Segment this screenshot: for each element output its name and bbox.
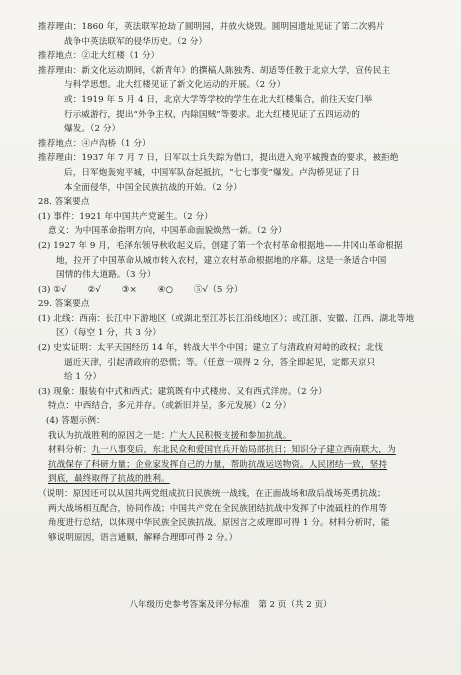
page-footer: 八年级历史参考答案及评分标准 第 2 页（共 2 页） bbox=[129, 600, 332, 610]
note-line: 角度进行总结，以体现中华民族全民族抗战。原因言之成理即可得 1 分。材料分析时，能 bbox=[48, 518, 390, 529]
example-answer-line bbox=[38, 429, 433, 444]
text-line: 给 1 分） bbox=[64, 372, 102, 383]
text-line: 后，日军炮轰宛平城，中国军队奋起抵抗，“七七事变”爆发。卢沟桥见证了日 bbox=[64, 167, 360, 178]
text-line: (1) 事件：1921 年中国共产党诞生。（2 分） bbox=[38, 211, 213, 222]
material-text-line: 抗战保存了科研力量；企业家发挥自己的力量，帮助抗战运送物资。人民团结一致，坚持 bbox=[48, 459, 388, 470]
example-lead: 我认为抗战胜利的原因之一是： bbox=[48, 430, 170, 441]
material-text-line: 到底，最终取得了抗战的胜利。 bbox=[48, 474, 170, 485]
text-line: 推荐理由：1860 年，英法联军抢劫了圆明园，并放火烧毁。圆明园遗址见证了第二次鸦片 bbox=[38, 22, 385, 32]
text-line: (3) 现象：服装有中式和西式；建筑既有中式楼房、又有西式洋房。（2 分） bbox=[38, 386, 327, 397]
text-line: (4) 答题示例： bbox=[46, 416, 105, 427]
text-line: 本全面侵华，中国全民族抗战的开始。（2 分） bbox=[64, 182, 242, 193]
note-line: （说明：原因还可以从国共两党组成抗日民族统一战线，在正面战场和敌后战场英勇抗战； bbox=[38, 489, 386, 499]
text-line: (2) 1927 年 9 月，毛泽东领导秋收起义后，创建了第一个农村革命根据地——井冈山革命根据 bbox=[38, 240, 403, 251]
material-text: 九一八事变后，东北民众和爱国官兵开始局部抗日；知识分子建立西南联大，为 bbox=[91, 445, 396, 456]
text-line: 特点：中西结合，多元并存。（或新旧并呈，多元发展）（2 分） bbox=[48, 401, 292, 412]
question-heading: 28. 答案要点 bbox=[38, 197, 90, 208]
text-line: 推荐地点：④卢沟桥（1 分） bbox=[38, 138, 151, 149]
text-line: 国情的伟大道路。（3 分） bbox=[56, 270, 156, 281]
judgement-answers bbox=[38, 283, 433, 298]
answer-content bbox=[38, 20, 433, 545]
note-line: 够说明原因，语言通顺，解释合理即可得 2 分。） bbox=[48, 532, 238, 543]
text-line: 逼近天津，引起清政府的恐慌；等。（任意一项得 2 分，答全即起见，定都天京只 bbox=[64, 357, 376, 368]
example-reason: 广大人民积极支援和参加抗战。 bbox=[169, 430, 292, 441]
text-line: 意义：为中国革命指明方向，中国革命面貌焕然一新。（2 分） bbox=[48, 226, 287, 237]
judgement-answer: ③× bbox=[121, 284, 137, 295]
text-line: 地，拉开了中国革命从城市转入农村，建立农村革命根据地的序幕。这是一条适合中国 bbox=[56, 255, 387, 266]
material-analysis-line bbox=[38, 443, 433, 458]
text-line: 推荐理由：新文化运动期间，《新青年》的撰稿人陈独秀、胡适等任教于北京大学，宣传民主 bbox=[38, 65, 391, 76]
judgement-answer: ②√ bbox=[87, 284, 101, 295]
judgement-label: (3) ①√ bbox=[38, 284, 67, 295]
text-line: (1) 北线：西南：长江中下游地区（或湖北至江苏长江沿线地区）；或江浙、安徽、江西、湖北等地 bbox=[38, 313, 415, 324]
text-line: 行示威游行，提出“外争主权，内除国贼”等要求。北大红楼见证了五四运动的 bbox=[64, 109, 360, 120]
text-line: 战争中英法联军的侵华历史。（2 分） bbox=[64, 36, 208, 47]
text-line: 或：1919 年 5 月 4 日，北京大学等学校的学生在北大红楼集合，前往天安门举 bbox=[64, 94, 373, 105]
text-line: 区）（每空 1 分，共 3 分） bbox=[56, 328, 162, 339]
text-line: 推荐理由：1937 年 7 月 7 日，日军以士兵失踪为借口，提出进入宛平城搜查的要求，被拒绝 bbox=[38, 153, 399, 164]
material-label: 材料分析： bbox=[48, 445, 92, 456]
text-line: 爆发。（2 分） bbox=[64, 124, 121, 135]
text-line: 与科学思想。北大红楼见证了新文化运动的开展。（2 分） bbox=[64, 80, 286, 91]
judgement-answer: ⑤√（5 分） bbox=[193, 284, 243, 295]
question-heading: 29. 答案要点 bbox=[38, 299, 90, 310]
text-line: (2) 史实证明：太平天国经历 14 年，转战大半个中国；建立了与清政府对峙的政权；北伐 bbox=[38, 343, 384, 354]
judgement-answer: ④○ bbox=[157, 284, 174, 295]
note-line: 两大战场相互配合，协同作战；中国共产党在全民族团结抗战中发挥了中流砥柱的作用等 bbox=[48, 503, 388, 514]
text-line: 推荐地点：②北大红楼（1 分） bbox=[38, 51, 160, 62]
